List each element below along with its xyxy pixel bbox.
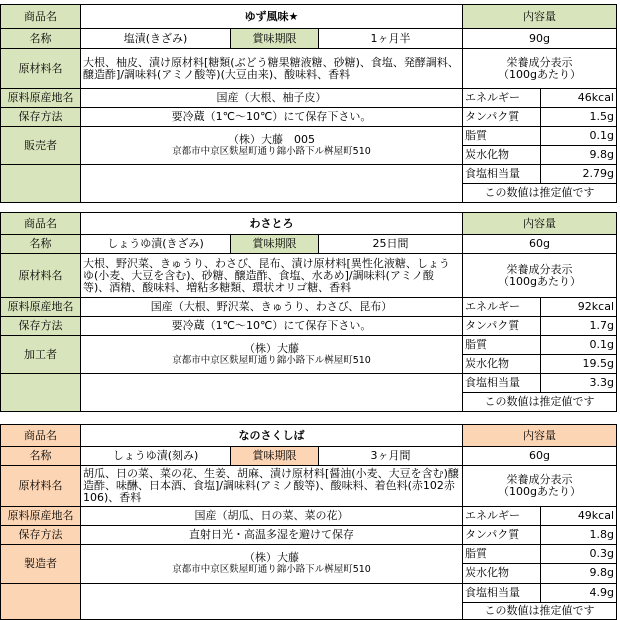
nutrient-value: 2.79g bbox=[541, 165, 617, 184]
nutrition-basis: （100gあたり） bbox=[498, 485, 582, 499]
nutrient-value: 46kcal bbox=[541, 89, 617, 108]
nutrient-value: 9.8g bbox=[541, 564, 617, 583]
nutrient-value: 1.7g bbox=[541, 317, 617, 336]
nutrient-value: 92kcal bbox=[541, 298, 617, 317]
ingredients-header: 原材料名 bbox=[1, 466, 81, 506]
nutrition-title: 栄養成分表示 bbox=[506, 262, 573, 276]
seller-address: 京都市中京区麩屋町通り錦小路下ル桝屋町510 bbox=[172, 145, 371, 157]
product-name: なのさくしば bbox=[81, 425, 463, 447]
nutrient-name: タンパク質 bbox=[463, 526, 541, 545]
best-before-header: 賞味期限 bbox=[231, 29, 319, 49]
storage-header: 保存方法 bbox=[1, 526, 81, 545]
nutrition-title: 栄養成分表示 bbox=[506, 55, 573, 69]
nutrient-name: 脂質 bbox=[463, 336, 541, 355]
product-name-header: 商品名 bbox=[1, 213, 81, 235]
product-name: ゆず風味★ bbox=[81, 5, 463, 29]
nutrition-basis: （100gあたり） bbox=[498, 67, 581, 81]
nutrient-value: 3.3g bbox=[541, 374, 617, 393]
product-name-header: 商品名 bbox=[1, 425, 81, 447]
manufacturer-name: （株）大藤 bbox=[244, 550, 300, 564]
nutrient-name: タンパク質 bbox=[463, 108, 541, 127]
nutrient-name: 食塩相当量 bbox=[463, 165, 541, 184]
best-before-header: 賞味期限 bbox=[231, 235, 319, 254]
nutrition-basis: （100gあたり） bbox=[498, 274, 581, 288]
nutrient-value: 1.8g bbox=[541, 526, 617, 545]
blank-cell bbox=[81, 374, 463, 412]
nutrient-name: 炭水化物 bbox=[463, 146, 541, 165]
origin-value: 国産（大根、柚子皮） bbox=[81, 89, 463, 108]
manufacturer-header: 製造者 bbox=[1, 545, 81, 583]
seller-header: 販売者 bbox=[1, 127, 81, 165]
nutrient-name: タンパク質 bbox=[463, 317, 541, 336]
best-before-value: 1ヶ月半 bbox=[319, 29, 463, 49]
blank-cell bbox=[81, 583, 463, 619]
best-before-value: 25日間 bbox=[319, 235, 463, 254]
origin-header: 原料原産地名 bbox=[1, 89, 81, 108]
content-header: 内容量 bbox=[463, 213, 617, 235]
storage-header: 保存方法 bbox=[1, 317, 81, 336]
product-type: しょうゆ漬(きざみ) bbox=[81, 235, 231, 254]
processor-name: （株）大藤 bbox=[244, 341, 299, 355]
product-type: しょうゆ漬(刻み) bbox=[81, 447, 231, 466]
estimate-note: この数値は推定値です bbox=[463, 184, 617, 203]
content-header: 内容量 bbox=[463, 5, 617, 29]
nutrition-heading bbox=[463, 49, 617, 89]
ingredients-header: 原材料名 bbox=[1, 254, 81, 298]
product-label-2 bbox=[0, 212, 620, 412]
product-label-1 bbox=[0, 4, 620, 202]
best-before-value: 3ヶ月間 bbox=[319, 447, 463, 466]
nutrient-name: 脂質 bbox=[463, 545, 541, 564]
nutrient-name: 炭水化物 bbox=[463, 564, 541, 583]
blank-cell bbox=[81, 165, 463, 203]
ingredients-text: 胡瓜、日の菜、菜の花、生姜、胡麻、漬け原材料[醤油(小麦、大豆を含む)醸造酢、味醂、日本酒、食塩]/調味料(アミノ酸等)、酸味料、着色料(赤102赤106)、香料 bbox=[81, 466, 463, 506]
blank-cell bbox=[1, 165, 81, 203]
nutrient-value: 0.1g bbox=[541, 336, 617, 355]
estimate-note: この数値は推定値です bbox=[463, 393, 617, 412]
content-value: 60g bbox=[463, 447, 617, 466]
nutrition-heading bbox=[463, 254, 617, 298]
nutrient-name: エネルギー bbox=[463, 89, 541, 108]
product-type: 塩漬(きざみ) bbox=[81, 29, 231, 49]
nutrient-name: 脂質 bbox=[463, 127, 541, 146]
nutrient-value: 1.5g bbox=[541, 108, 617, 127]
nutrient-name: エネルギー bbox=[463, 298, 541, 317]
nutrition-title: 栄養成分表示 bbox=[506, 473, 573, 487]
blank-cell bbox=[1, 583, 81, 619]
ingredients-text: 大根、柚皮、漬け原材料[糖類(ぶどう糖果糖液糖、砂糖)、食塩、発酵調料、醸造酢]/調味料(アミノ酸等)(大豆由来)、酸味料、香料 bbox=[81, 49, 463, 89]
nutrient-value: 49kcal bbox=[541, 506, 617, 525]
nutrient-name: 食塩相当量 bbox=[463, 583, 541, 602]
nutrient-value: 0.3g bbox=[541, 545, 617, 564]
storage-header: 保存方法 bbox=[1, 108, 81, 127]
name-header: 名称 bbox=[1, 29, 81, 49]
nutrient-value: 19.5g bbox=[541, 355, 617, 374]
storage-value: 直射日光・高温多湿を避けて保存 bbox=[81, 526, 463, 545]
name-header: 名称 bbox=[1, 235, 81, 254]
product-name-header: 商品名 bbox=[1, 5, 81, 29]
estimate-note: この数値は推定値です bbox=[463, 602, 617, 619]
storage-value: 要冷蔵（1℃〜10℃）にて保存下さい。 bbox=[81, 108, 463, 127]
nutrition-heading bbox=[463, 466, 617, 506]
product-name: わさとろ bbox=[81, 213, 463, 235]
origin-value: 国産（大根、野沢菜、きゅうり、わさび、昆布） bbox=[81, 298, 463, 317]
processor-header: 加工者 bbox=[1, 336, 81, 374]
ingredients-text: 大根、野沢菜、きゅうり、わさび、昆布、漬け原材料[異性化液糖、しょうゆ(小麦、大豆を含む)、砂糖、醸造酢、食塩、水あめ]/調味料(アミノ酸等)、酒精、酸味料、増粘多糖類、環状オリゴ糖、香料 bbox=[81, 254, 463, 298]
nutrient-value: 9.8g bbox=[541, 146, 617, 165]
manufacturer-address: 京都市中京区麩屋町通り錦小路下ル桝屋町510 bbox=[172, 563, 371, 575]
nutrient-name: 食塩相当量 bbox=[463, 374, 541, 393]
content-value: 90g bbox=[463, 29, 617, 49]
nutrient-name: エネルギー bbox=[463, 506, 541, 525]
blank-cell bbox=[1, 374, 81, 412]
storage-value: 要冷蔵（1℃〜10℃）にて保存下さい。 bbox=[81, 317, 463, 336]
processor-address: 京都市中京区麩屋町通り錦小路下ル桝屋町510 bbox=[172, 354, 371, 366]
seller-info bbox=[81, 127, 463, 165]
content-value: 60g bbox=[463, 235, 617, 254]
processor-info bbox=[81, 336, 463, 374]
nutrient-value: 4.9g bbox=[541, 583, 617, 602]
origin-value: 国産（胡瓜、日の菜、菜の花） bbox=[81, 506, 463, 525]
best-before-header: 賞味期限 bbox=[231, 447, 319, 466]
origin-header: 原料原産地名 bbox=[1, 506, 81, 525]
ingredients-header: 原材料名 bbox=[1, 49, 81, 89]
name-header: 名称 bbox=[1, 447, 81, 466]
nutrient-value: 0.1g bbox=[541, 127, 617, 146]
product-label-3 bbox=[0, 424, 620, 620]
seller-name: （株）大藤 005 bbox=[228, 132, 315, 146]
content-header: 内容量 bbox=[463, 425, 617, 447]
origin-header: 原料原産地名 bbox=[1, 298, 81, 317]
manufacturer-info bbox=[81, 545, 463, 583]
nutrient-name: 炭水化物 bbox=[463, 355, 541, 374]
